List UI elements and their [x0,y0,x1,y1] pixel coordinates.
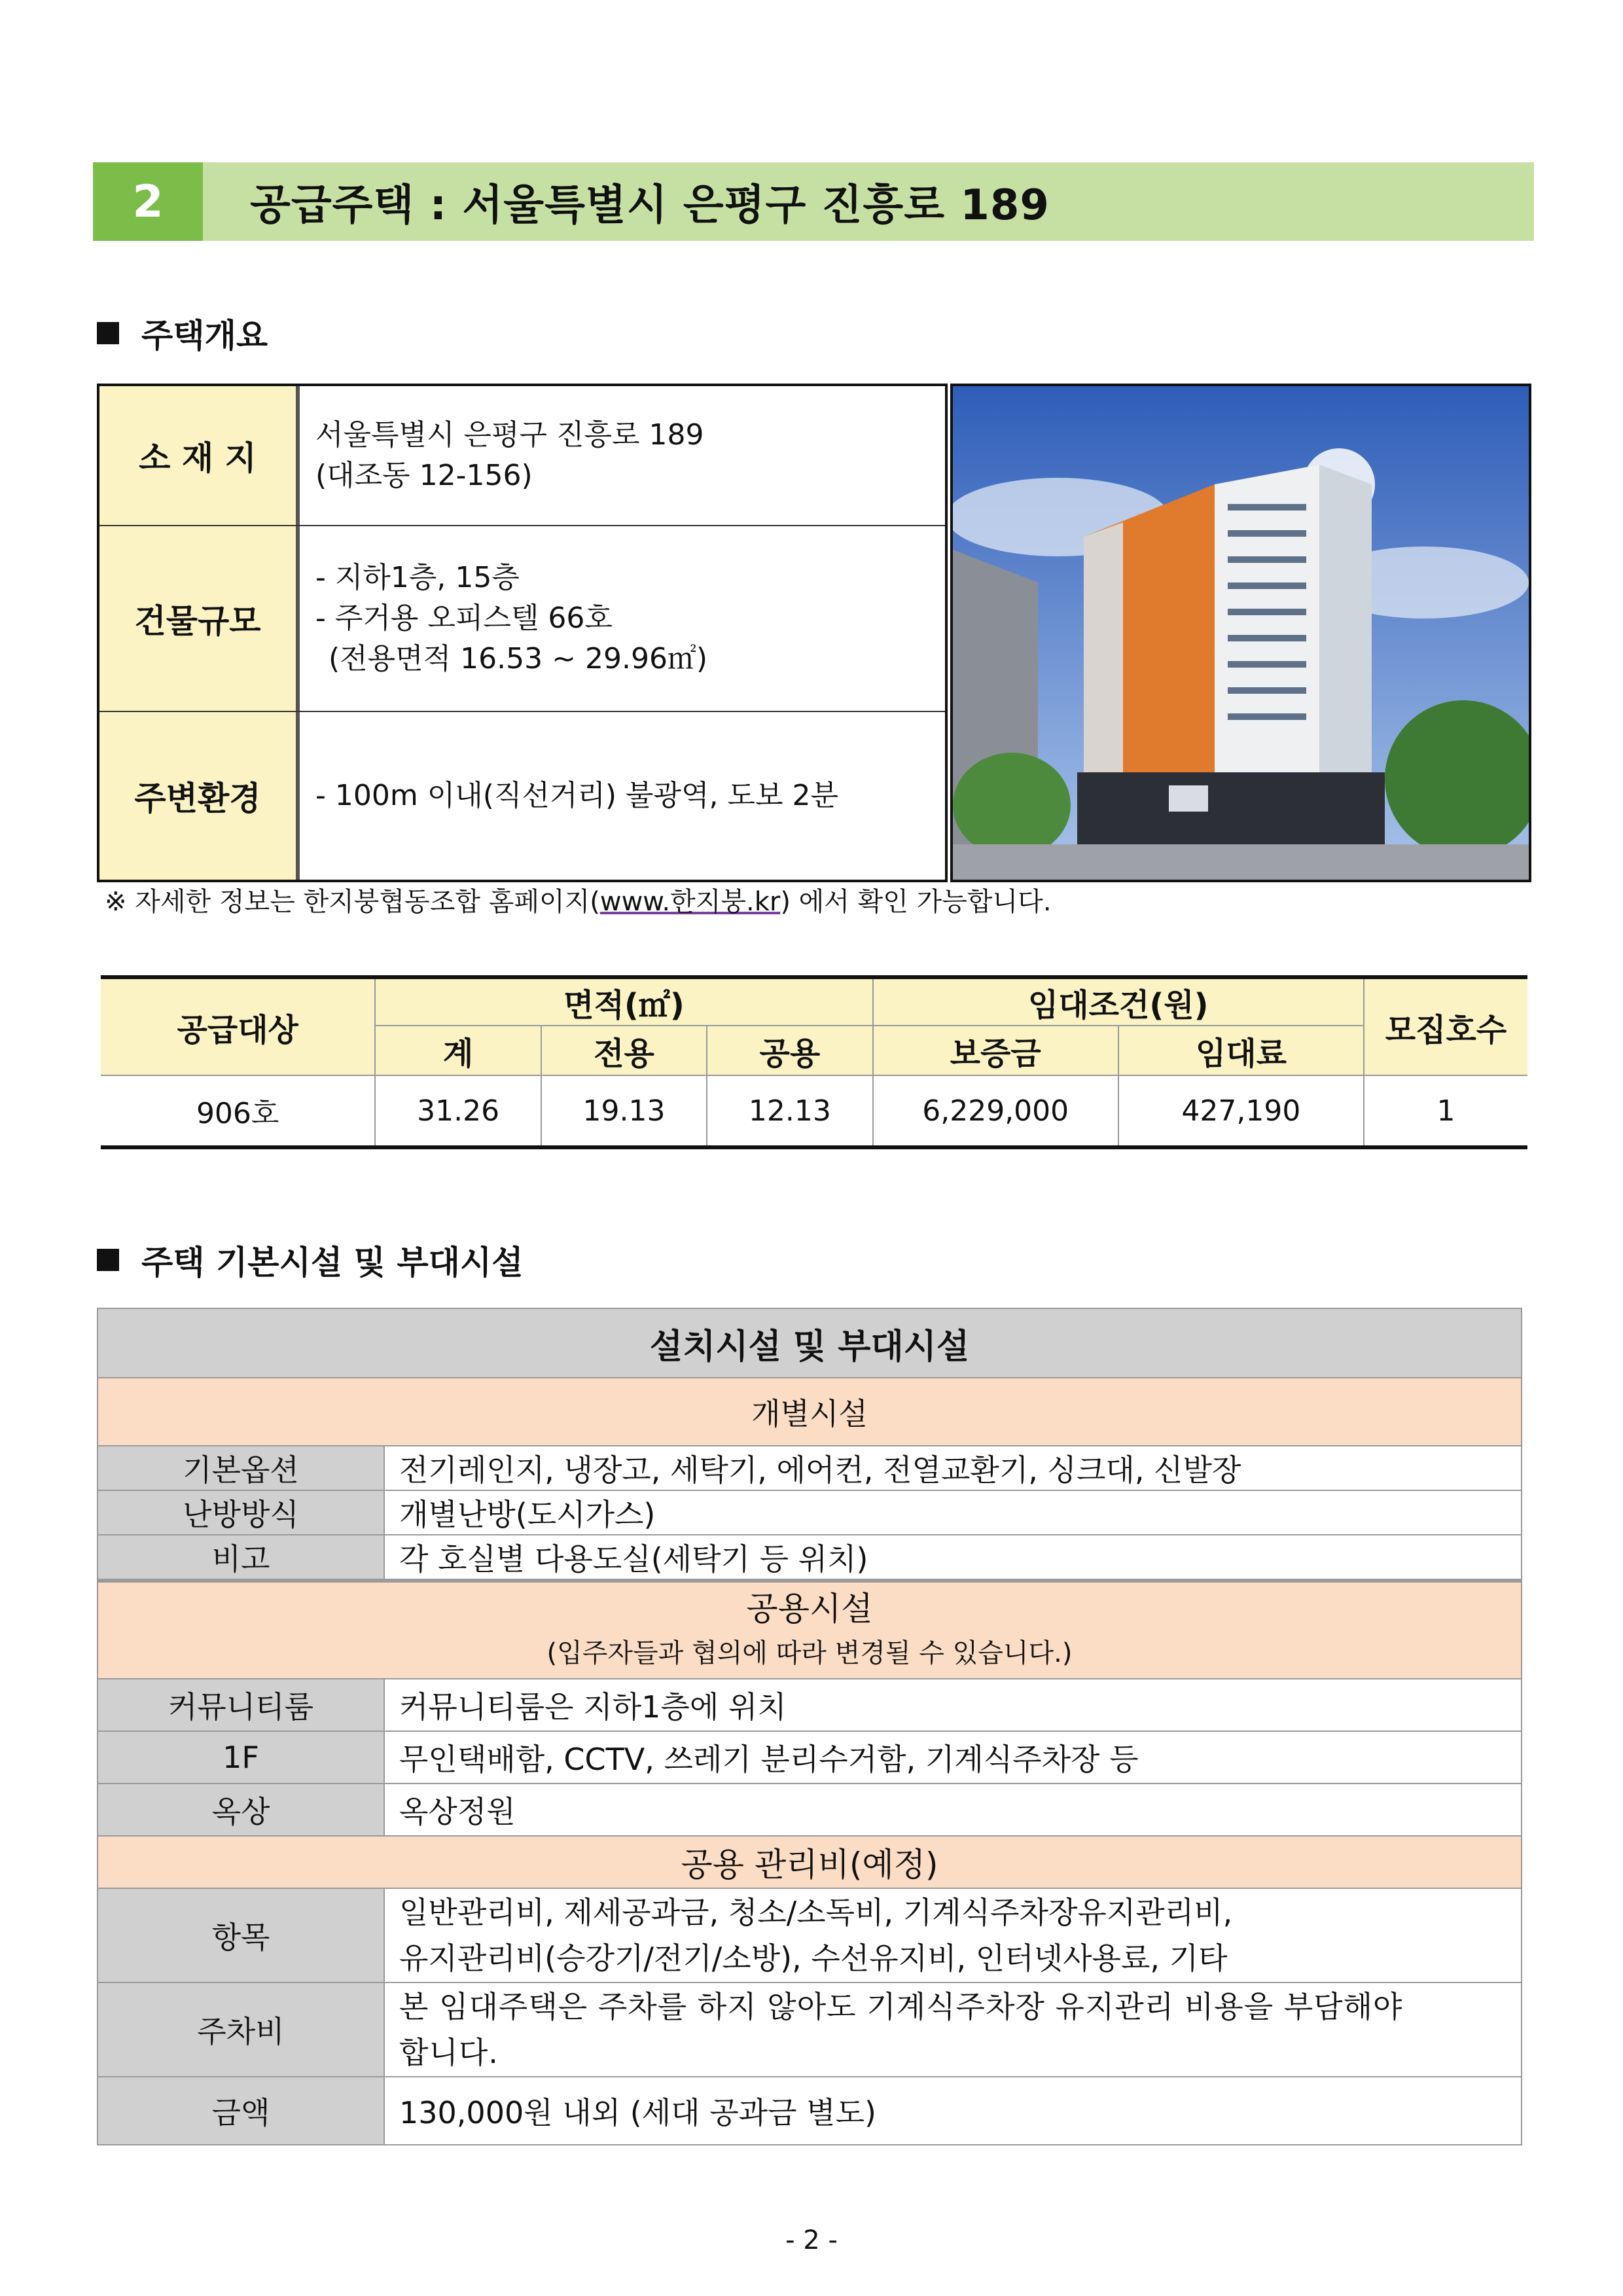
fac-row [98,1679,1522,1731]
fac-section-row [98,1378,1522,1446]
supply-header-rent: 임대조건(원) [873,977,1364,1026]
fac-section-fee: 공용 관리비(예정) [98,1836,1522,1888]
fac-section-shared [98,1581,1522,1679]
overview-table [97,384,948,882]
fac-row [98,1731,1522,1784]
info-note [105,881,1052,918]
fac-title-row [98,1308,1522,1378]
overview-line: (대조동 12-156) [315,459,533,492]
supply-area-total: 31.26 [375,1075,541,1147]
supply-area-common: 12.13 [707,1075,872,1147]
section-title: 공급주택 : 서울특별시 은평구 진흥로 189 [250,181,1050,230]
square-bullet-icon [97,1249,119,1271]
fac-section-individual: 개별시설 [98,1378,1522,1446]
supply-header-total: 계 [375,1026,541,1075]
page-number: - 2 - [785,2225,838,2255]
fac-label: 1F [98,1731,384,1784]
fac-label: 옥상 [98,1784,384,1836]
fac-label: 항목 [98,1888,384,1982]
square-bullet-icon [97,322,119,344]
note-text: ) 에서 확인 가능합니다. [780,887,1052,917]
facilities-heading [97,1237,524,1283]
overview-row-location [99,386,945,526]
overview-line: - 100m 이내(직선거리) 불광역, 도보 2분 [315,779,839,812]
fac-label: 커뮤니티룸 [98,1679,384,1731]
overview-line: 서울특별시 은평구 진흥로 189 [315,418,704,452]
supply-header-target: 공급대상 [101,977,375,1075]
fac-label: 난방방식 [98,1490,384,1535]
supply-deposit: 6,229,000 [873,1075,1118,1147]
overview-line: - 지하1층, 15층 [315,561,520,594]
fac-row [98,1535,1522,1581]
building-image-icon [953,386,1529,880]
fac-row [98,1982,1522,2077]
overview-row-scale [99,526,945,712]
fac-value [384,1982,1522,2077]
fac-section-row [98,1836,1522,1888]
facilities-table [97,1308,1522,2145]
overview-line: - 주거용 오피스텔 66호 [315,601,613,635]
overview-row-surroundings [99,712,945,880]
fac-value-line: 유지관리비(승강기/전기/소방), 수선유지비, 인터넷사용료, 기타 [399,1941,1228,1976]
fac-value: 무인택배함, CCTV, 쓰레기 분리수거함, 기계식주차장 등 [384,1731,1522,1784]
note-text: ※ 자세한 정보는 한지붕협동조합 홈페이지( [105,887,600,917]
supply-header-area: 면적(㎡) [375,977,872,1026]
fac-value-line: 본 임대주택은 주차를 하지 않아도 기계식주차장 유지관리 비용을 부담해야 [399,1989,1403,2024]
supply-header-deposit: 보증금 [873,1026,1118,1075]
fac-label: 기본옵션 [98,1446,384,1490]
supply-area-exclusive: 19.13 [541,1075,707,1147]
fac-label: 금액 [98,2077,384,2145]
fac-row [98,2077,1522,2145]
fac-value-line: 일반관리비, 제세공과금, 청소/소독비, 기계식주차장유지관리비, [399,1895,1233,1930]
fac-value [384,1888,1522,1982]
facilities-heading-text: 주택 기본시설 및 부대시설 [141,1244,524,1282]
overview-label: 건물규모 [99,526,300,711]
fac-value: 개별난방(도시가스) [384,1490,1522,1535]
fac-row [98,1888,1522,1982]
supply-header-row [101,977,1527,1026]
fac-value: 각 호실별 다용도실(세탁기 등 위치) [384,1535,1522,1581]
homepage-link[interactable]: www.한지붕.kr [599,887,781,917]
fac-label: 비고 [98,1535,384,1581]
overview-heading-text: 주택개요 [141,317,268,355]
fac-row [98,1784,1522,1836]
fac-row [98,1490,1522,1535]
overview-value [315,526,932,711]
overview-label: 소 재 지 [99,386,300,525]
fac-section-row [98,1581,1522,1679]
supply-monthly: 427,190 [1118,1075,1364,1147]
fac-value: 커뮤니티룸은 지하1층에 위치 [384,1679,1522,1731]
supply-count: 1 [1364,1075,1527,1147]
supply-header-monthly: 임대료 [1118,1026,1364,1075]
supply-data-row [101,1075,1527,1147]
overview-value [315,712,932,880]
overview-label: 주변환경 [99,712,300,880]
fac-value: 전기레인지, 냉장고, 세탁기, 에어컨, 전열교환기, 싱크대, 신발장 [384,1446,1522,1490]
overview-value [315,386,932,525]
supply-header-exclusive: 전용 [541,1026,707,1075]
building-photo [950,384,1531,882]
overview-line: (전용면적 16.53 ~ 29.96㎡) [329,642,708,675]
supply-header-common: 공용 [707,1026,872,1075]
supply-header-count: 모집호수 [1364,977,1527,1075]
section-number: 2 [93,162,203,241]
fac-table-title: 설치시설 및 부대시설 [98,1308,1522,1378]
fac-label: 주차비 [98,1982,384,2077]
fac-section-shared-title: 공용시설 [746,1590,873,1628]
overview-heading [97,310,268,356]
fac-section-shared-note: (입주자들과 협의에 따라 변경될 수 있습니다.) [546,1638,1073,1668]
fac-value: 130,000원 내외 (세대 공과금 별도) [384,2077,1522,2145]
fac-value-line: 합니다. [399,2035,499,2070]
fac-row [98,1446,1522,1490]
fac-value: 옥상정원 [384,1784,1522,1836]
supply-unit: 906호 [101,1075,375,1147]
supply-table [101,975,1527,1149]
